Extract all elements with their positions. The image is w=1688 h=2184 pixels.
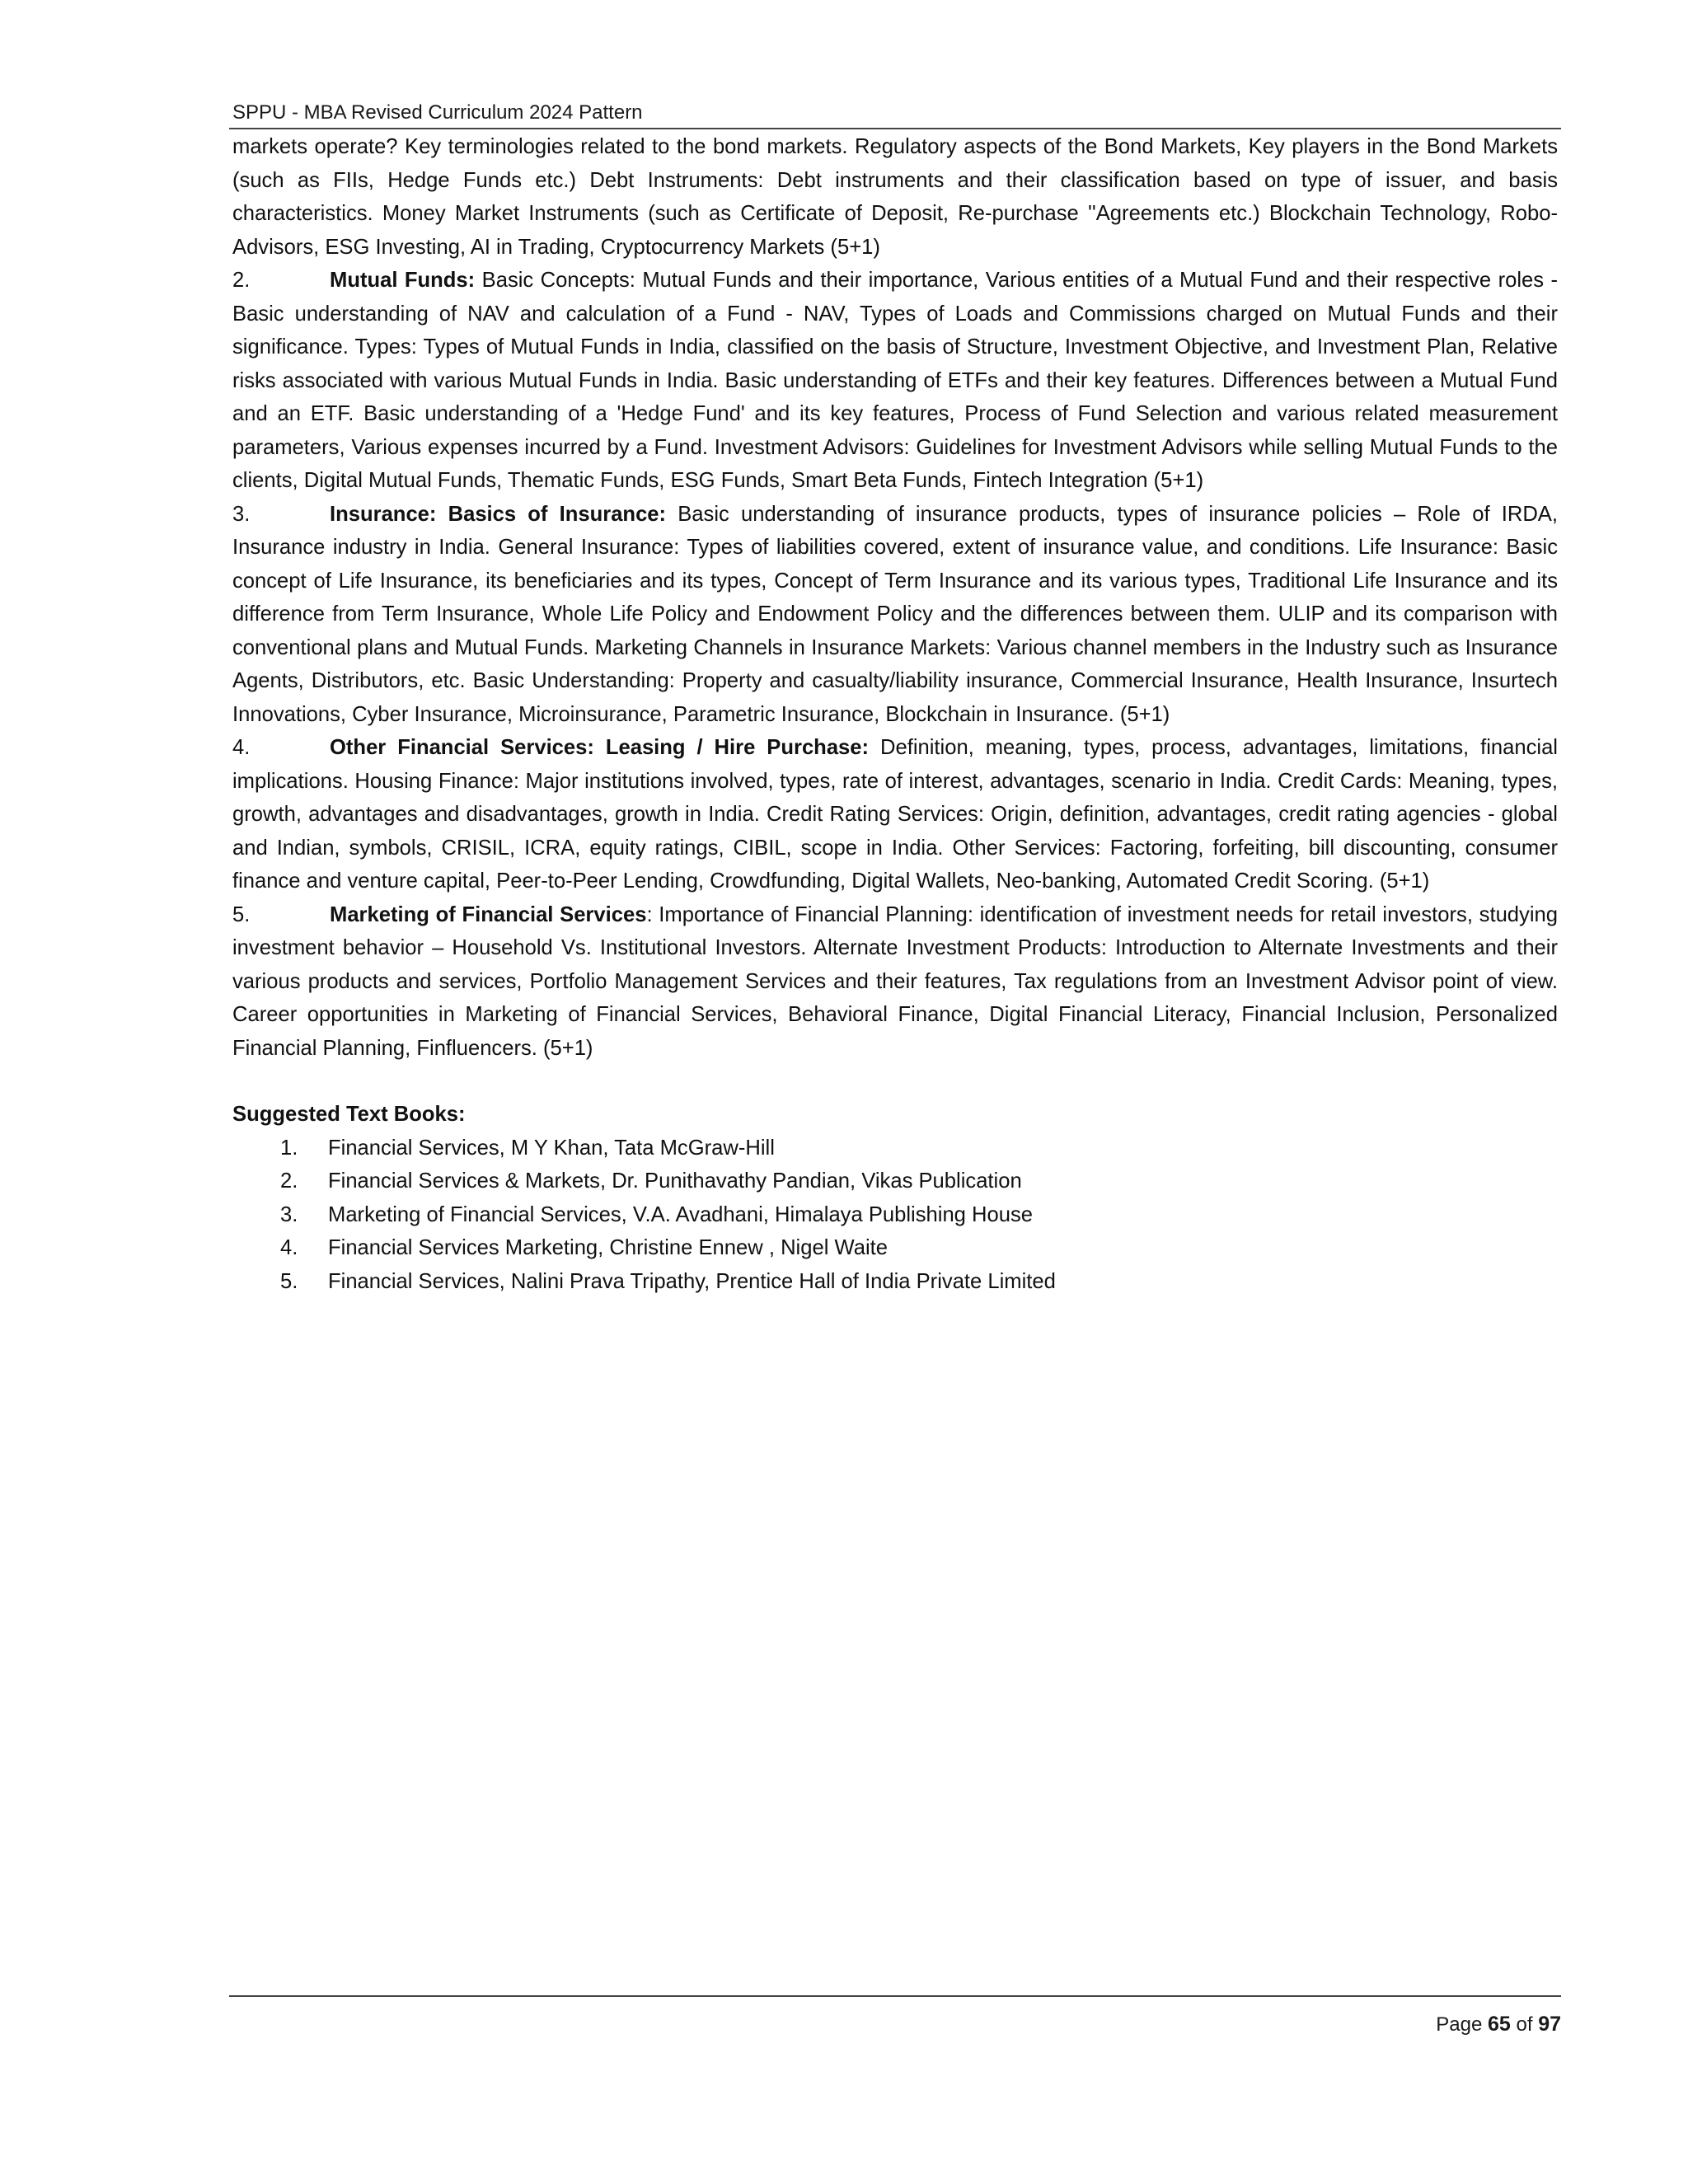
syllabus-item-5 [232,898,1558,1066]
page-header-title: SPPU - MBA Revised Curriculum 2024 Pattern [232,101,643,124]
book-item [232,1231,1558,1265]
book-number: 4. [280,1236,298,1259]
syllabus-item-4 [232,731,1558,898]
item-heading: Insurance: Basics of Insurance: [330,502,667,526]
book-text: Marketing of Financial Services, V.A. Avadhani, Himalaya Publishing House [328,1202,1034,1226]
total-pages-number: 97 [1538,2013,1561,2036]
item-heading: Marketing of Financial Services [330,902,647,926]
book-text: Financial Services, M Y Khan, Tata McGraw-Hill [328,1136,775,1160]
item-number: 2. [232,269,251,292]
item-number: 5. [232,902,251,926]
intro-paragraph: markets operate? Key terminologies related to the bond markets. Regulatory aspects of the Bond Markets, Key players in the Bond Markets (such as FIIs, Hedge Funds etc.) Debt Instruments: Debt instruments and their classification based on type of issuer, and basis characteristics. Money Market Instruments (such as Certificate of Deposit, Re-purchase ''Agreements etc.) Blockchain Technology, Robo-Advisors, ESG Investing, AI in Trading, Cryptocurrency Markets (5+1) [232,135,1558,259]
book-number: 5. [280,1269,298,1293]
item-text: Basic Concepts: Mutual Funds and their importance, Various entities of a Mutual Fund and their respective roles - Basic understanding of NAV and calculation of a Fund - NAV, Types of Loads and Commissions charged on Mutual Funds and their significance. Types: Types of Mutual Funds in India, classified on the basis of Structure, Investment Objective, and Investment Plan, Relative risks associated with various Mutual Funds in India. Basic understanding of ETFs and their key features. Differences between a Mutual Fund and an ETF. Basic understanding of a 'Hedge Fund' and its key features, Process of Fund Selection and various related measurement parameters, Various expenses incurred by a Fund. Investment Advisors: Guidelines for Investment Advisors while selling Mutual Funds to the clients, Digital Mutual Funds, Thematic Funds, ESG Funds, Smart Beta Funds, Fintech Integration (5+1) [232,269,1559,492]
item-number: 3. [232,502,251,526]
book-number: 3. [280,1202,298,1226]
syllabus-item-2 [232,264,1558,498]
syllabus-item-3 [232,498,1558,732]
suggested-books-heading: Suggested Text Books: [232,1103,466,1126]
book-text: Financial Services Marketing, Christine Ennew , Nigel Waite [328,1236,888,1259]
of-label: of [1516,2013,1533,2036]
item-heading: Other Financial Services: Leasing / Hire Purchase: [330,736,870,759]
suggested-books-list [232,1132,1558,1299]
item-text: Basic understanding of insurance products, types of insurance policies – Role of IRDA, Insurance industry in India. General Insurance: Types of liabilities covered, extent of insurance value, and conditions. Life Insurance: Basic concept of Life Insurance, its beneficiaries and its types, Concept of Term Insurance and its various types, Traditional Life Insurance and its difference from Term Insurance, Whole Life Policy and Endowment Policy and the differences between them. ULIP and its comparison with conventional plans and Mutual Funds. Marketing Channels in Insurance Markets: Various channel members in the Industry such as Insurance Agents, Distributors, etc. Basic Understanding: Property and casualty/liability insurance, Commercial Insurance, Health Insurance, Insurtech Innovations, Cyber Insurance, Microinsurance, Parametric Insurance, Blockchain in Insurance. (5+1) [232,502,1558,726]
header-divider [229,128,1561,129]
book-item [232,1265,1558,1299]
book-item [232,1165,1558,1198]
book-text: Financial Services & Markets, Dr. Punithavathy Pandian, Vikas Publication [328,1169,1022,1193]
page-number-footer [1436,2012,1561,2037]
book-item [232,1198,1558,1232]
item-text: : Importance of Financial Planning: identification of investment needs for retail investors, studying investment behavior – Household Vs. Institutional Investors. Alternate Investment Products: Introduction to Alternate Investments and their various products and services, Portfolio Management Services and their features, Tax regulations from an Investment Advisor point of view. Career opportunities in Marketing of Financial Services, Behavioral Finance, Digital Financial Literacy, Financial Inclusion, Personalized Financial Planning, Finfluencers. (5+1) [232,902,1558,1060]
book-text: Financial Services, Nalini Prava Tripathy, Prentice Hall of India Private Limited [328,1269,1056,1293]
item-heading: Mutual Funds: [330,269,476,292]
page-content [232,130,1558,1298]
page-label: Page [1436,2013,1483,2036]
footer-divider [229,1995,1561,1997]
item-number: 4. [232,736,251,759]
current-page-number: 65 [1488,2013,1511,2036]
book-item [232,1132,1558,1165]
book-number: 1. [280,1136,298,1160]
item-text: Definition, meaning, types, process, advantages, limitations, financial implications. Housing Finance: Major institutions involved, types, rate of interest, advantages, scenario in India. Credit Cards: Meaning, types, growth, advantages and disadvantages, growth in India. Credit Rating Services: Origin, definition, advantages, credit rating agencies - global and Indian, symbols, CRISIL, ICRA, equity ratings, CIBIL, scope in India. Other Services: Factoring, forfeiting, bill discounting, consumer finance and venture capital, Peer-to-Peer Lending, Crowdfunding, Digital Wallets, Neo-banking, Automated Credit Scoring. (5+1) [232,736,1558,893]
book-number: 2. [280,1169,298,1193]
